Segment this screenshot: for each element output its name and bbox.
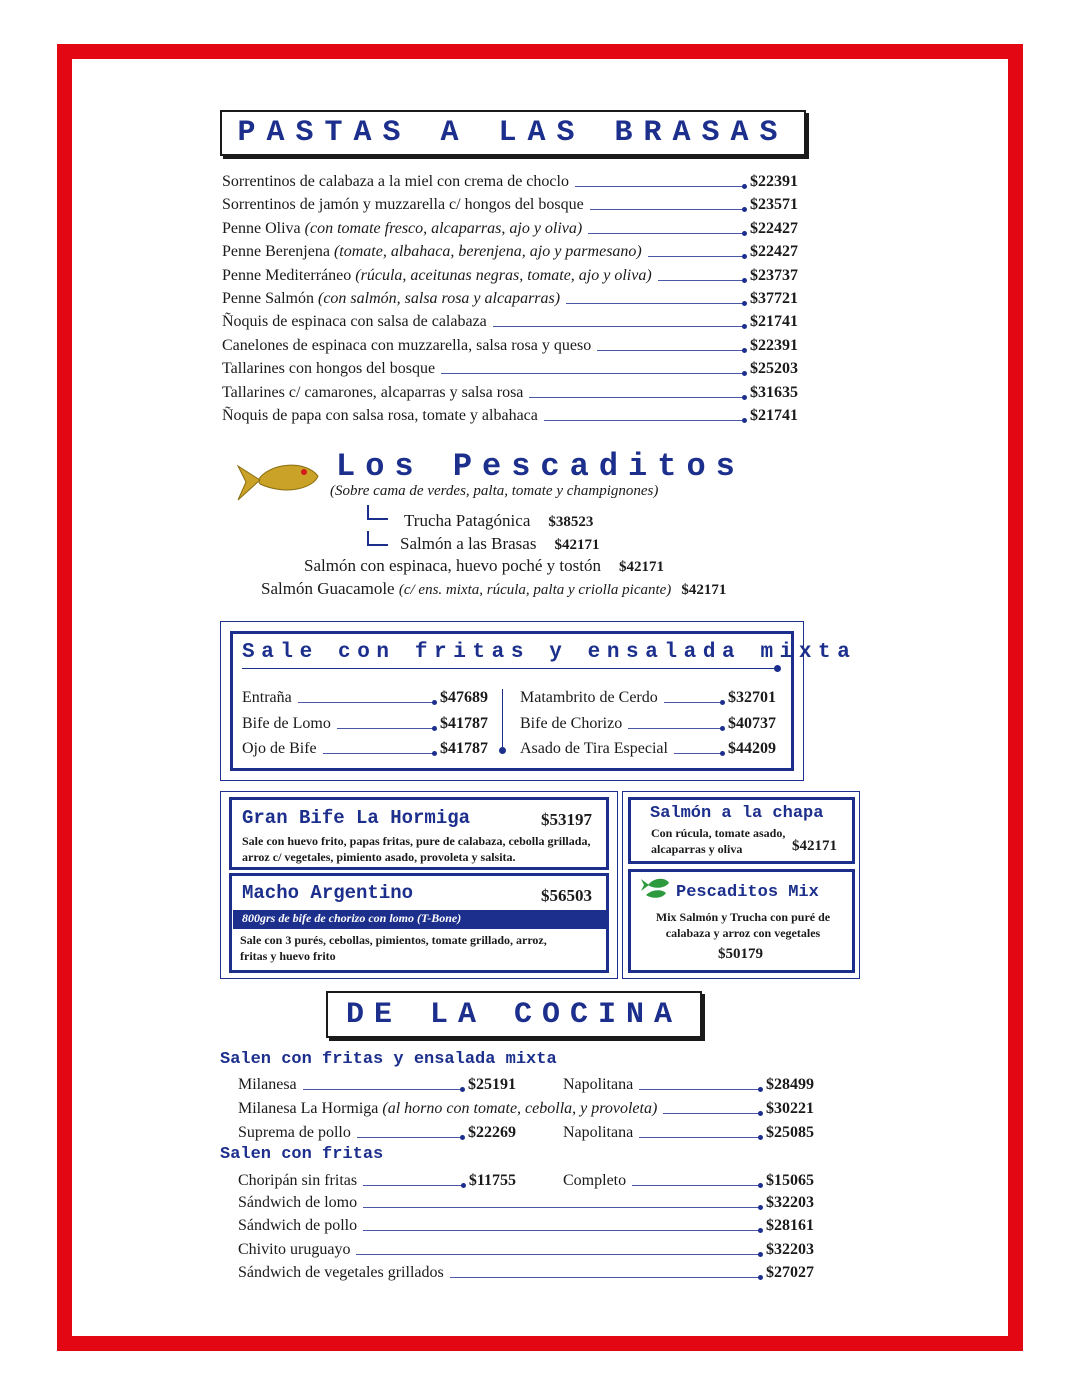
item-name: Sándwich de pollo <box>238 1217 358 1235</box>
item-name: Milanesa <box>238 1076 297 1093</box>
item-description: (rúcula, aceitunas negras, tomate, ajo y oliva) <box>355 266 652 284</box>
pescaditos-title: Los Pescaditos <box>336 448 745 485</box>
item-name: Suprema de pollo <box>238 1124 351 1141</box>
item-name: Sorrentinos de calabaza a la miel con crema de choclo <box>222 173 569 190</box>
item-name: Asado de Tira Especial <box>520 740 668 757</box>
item-name: Tallarines con hongos del bosque <box>222 360 436 378</box>
leader-line <box>363 1185 463 1186</box>
leader-line <box>337 728 434 729</box>
item-price: $23737 <box>750 266 798 284</box>
item-name: Entraña <box>242 689 292 706</box>
item-price: $21741 <box>750 313 798 331</box>
carne-row <box>242 714 488 734</box>
carnes-divider-dot <box>499 747 506 754</box>
cocina-row <box>238 1240 814 1260</box>
item-name: Matambrito de Cerdo <box>520 689 658 706</box>
fish-icon <box>640 877 670 901</box>
cocina-sub2: Salen con fritas <box>220 1145 384 1164</box>
pasta-row <box>222 289 798 309</box>
leader-line <box>648 256 744 257</box>
pescaditos-mix-title: Pescaditos Mix <box>676 883 819 902</box>
cocina-sub1: Salen con fritas y ensalada mixta <box>220 1050 557 1069</box>
item-price: $32203 <box>766 1194 814 1211</box>
leader-line <box>590 209 744 210</box>
carnes-rule-dot <box>774 665 781 672</box>
item-description: (tomate, albahaca, berenjena, ajo y parmesano) <box>333 243 642 261</box>
leader-line <box>363 1230 760 1231</box>
leader-line <box>566 303 744 304</box>
pescaditos-mix-price: $50179 <box>718 946 763 962</box>
macho-price: $56503 <box>541 886 592 905</box>
cocina-row <box>563 1075 814 1095</box>
item-price: $37721 <box>750 290 798 307</box>
gran-bife-title: Gran Bife La Hormiga <box>242 807 471 829</box>
cocina-row <box>238 1263 814 1283</box>
leader-line <box>529 397 744 398</box>
carne-row <box>242 688 488 708</box>
carne-row <box>242 739 488 759</box>
item-price: $22269 <box>468 1124 516 1141</box>
pastas-title-box <box>220 110 806 156</box>
item-price: $21741 <box>750 407 798 424</box>
item-description: (con tomate fresco, alcaparras, ajo y oliva) <box>304 219 583 237</box>
item-price: $22391 <box>750 336 798 354</box>
cocina-row <box>563 1123 814 1143</box>
leader-line <box>356 1254 760 1255</box>
carne-row <box>520 739 776 759</box>
pasta-row <box>222 172 798 192</box>
salmon-chapa-price: $42171 <box>792 838 837 854</box>
leader-line <box>658 280 744 281</box>
item-name: Ñoquis de espinaca con salsa de calabaza <box>222 313 487 331</box>
item-name: Bife de Lomo <box>242 714 331 732</box>
leader-line <box>298 702 434 703</box>
item-price: $15065 <box>766 1172 814 1189</box>
pasta-row <box>222 219 798 239</box>
bracket-icon <box>362 503 392 549</box>
item-price: $31635 <box>750 383 798 401</box>
leader-line <box>323 753 434 754</box>
item-name: Sándwich de lomo <box>238 1194 358 1211</box>
pasta-row <box>222 312 798 332</box>
leader-line <box>628 728 722 729</box>
macho-title: Macho Argentino <box>242 882 414 904</box>
leader-line <box>597 350 744 351</box>
item-description: (con salmón, salsa rosa y alcaparras) <box>318 290 561 307</box>
item-price: $25191 <box>468 1076 516 1093</box>
cocina-row <box>238 1171 516 1191</box>
item-price: $41787 <box>440 714 488 732</box>
leader-line <box>575 186 744 187</box>
item-price: $23571 <box>750 196 798 214</box>
macho-banner-text: 800grs de bife de chorizo con lomo (T-Bone) <box>242 911 462 925</box>
item-name: Penne Mediterráneo <box>222 266 352 284</box>
gran-bife-price: $53197 <box>541 810 592 829</box>
pasta-row <box>222 406 798 426</box>
item-price: $32701 <box>728 689 776 706</box>
carnes-title-rule <box>242 668 779 669</box>
pescado-item-salmon-espinaca: Salmón con espinaca, huevo poché y tostón $42171 <box>304 556 664 575</box>
item-price: $22427 <box>750 243 798 261</box>
item-name: Completo <box>563 1172 627 1189</box>
macho-desc: Sale con 3 purés, cebollas, pimientos, tomate grillado, arroz, fritas y huevo frito <box>240 933 547 963</box>
item-name: Sándwich de vegetales grillados <box>238 1263 444 1281</box>
leader-line <box>544 420 744 421</box>
cocina-row <box>238 1123 516 1143</box>
leader-line <box>303 1089 462 1090</box>
leader-line <box>441 373 744 374</box>
item-price: $47689 <box>440 689 488 706</box>
pastas-title: PASTAS A LAS BRASAS <box>237 116 789 150</box>
carnes-title: Sale con fritas y ensalada mixta <box>242 641 857 664</box>
item-price: $28499 <box>766 1076 814 1093</box>
pasta-row <box>222 359 798 379</box>
cocina-row <box>238 1075 516 1095</box>
pescaditos-mix-desc: Mix Salmón y Trucha con puré de calabaza y arroz con vegetales <box>655 910 831 940</box>
item-price: $44209 <box>728 740 776 757</box>
item-name: Ojo de Bife <box>242 740 317 757</box>
item-name: Milanesa La Hormiga <box>238 1100 379 1117</box>
item-price: $25085 <box>766 1124 814 1141</box>
leader-line <box>674 753 722 754</box>
pasta-row <box>222 266 798 286</box>
carne-row <box>520 688 776 708</box>
item-name: Penne Berenjena <box>222 243 330 261</box>
leader-line <box>588 233 744 234</box>
leader-line <box>493 326 744 327</box>
leader-line <box>639 1137 760 1138</box>
pescado-item-salmon-brasas: Salmón a las Brasas $42171 <box>400 534 600 553</box>
leader-line <box>357 1137 462 1138</box>
item-price: $41787 <box>440 740 488 757</box>
leader-line <box>450 1277 760 1278</box>
item-name: Napolitana <box>563 1124 634 1141</box>
pescado-item-trucha: Trucha Patagónica $38523 <box>404 511 594 530</box>
cocina-row <box>238 1099 814 1119</box>
item-price: $28161 <box>766 1217 814 1235</box>
salmon-chapa-desc: Con rúcula, tomate asado, alcaparras y oliva <box>651 826 786 856</box>
pasta-row <box>222 336 798 356</box>
item-name: Bife de Chorizo <box>520 714 623 732</box>
item-description: (al horno con tomate, cebolla, y provoleta) <box>382 1100 658 1117</box>
leader-line <box>663 1113 760 1114</box>
cocina-title-box <box>326 991 702 1038</box>
fish-icon <box>236 458 320 502</box>
gran-bife-desc: Sale con huevo frito, papas fritas, pure de calabaza, cebolla grillada, arroz c/ vegetales, pimiento asado, provoleta y salsita. <box>242 834 591 864</box>
pescado-item-salmon-guacamole: Salmón Guacamole (c/ ens. mixta, rúcula, palta y criolla picante) $42171 <box>261 579 727 598</box>
item-price: $30221 <box>766 1100 814 1117</box>
carnes-divider <box>502 689 503 749</box>
item-price: $27027 <box>766 1263 814 1281</box>
pasta-row <box>222 242 798 262</box>
leader-line <box>363 1207 760 1208</box>
item-name: Chivito uruguayo <box>238 1240 351 1258</box>
cocina-row <box>563 1171 814 1191</box>
pasta-row <box>222 195 798 215</box>
cocina-row <box>238 1216 814 1236</box>
leader-line <box>639 1089 760 1090</box>
leader-line <box>632 1185 760 1186</box>
item-name: Penne Salmón <box>222 290 314 307</box>
carne-row <box>520 714 776 734</box>
item-name: Canelones de espinaca con muzzarella, salsa rosa y queso <box>222 336 592 354</box>
item-name: Choripán sin fritas <box>238 1172 358 1189</box>
item-name: Napolitana <box>563 1076 634 1093</box>
cocina-title: DE LA COCINA <box>345 997 683 1032</box>
item-name: Penne Oliva <box>222 219 301 237</box>
item-price: $11755 <box>468 1172 516 1189</box>
item-price: $25203 <box>750 360 798 378</box>
pescaditos-subtitle: (Sobre cama de verdes, palta, tomate y champignones) <box>330 483 659 499</box>
leader-line <box>664 702 722 703</box>
item-price: $22391 <box>750 173 798 190</box>
item-price: $22427 <box>750 219 798 237</box>
item-name: Tallarines c/ camarones, alcaparras y salsa rosa <box>222 383 524 401</box>
item-name: Ñoquis de papa con salsa rosa, tomate y albahaca <box>222 407 538 424</box>
cocina-row <box>238 1193 814 1213</box>
pasta-row <box>222 383 798 403</box>
item-price: $40737 <box>728 714 776 732</box>
item-price: $32203 <box>766 1240 814 1258</box>
salmon-chapa-title: Salmón a la chapa <box>650 804 824 823</box>
item-name: Sorrentinos de jamón y muzzarella c/ hongos del bosque <box>222 196 584 214</box>
